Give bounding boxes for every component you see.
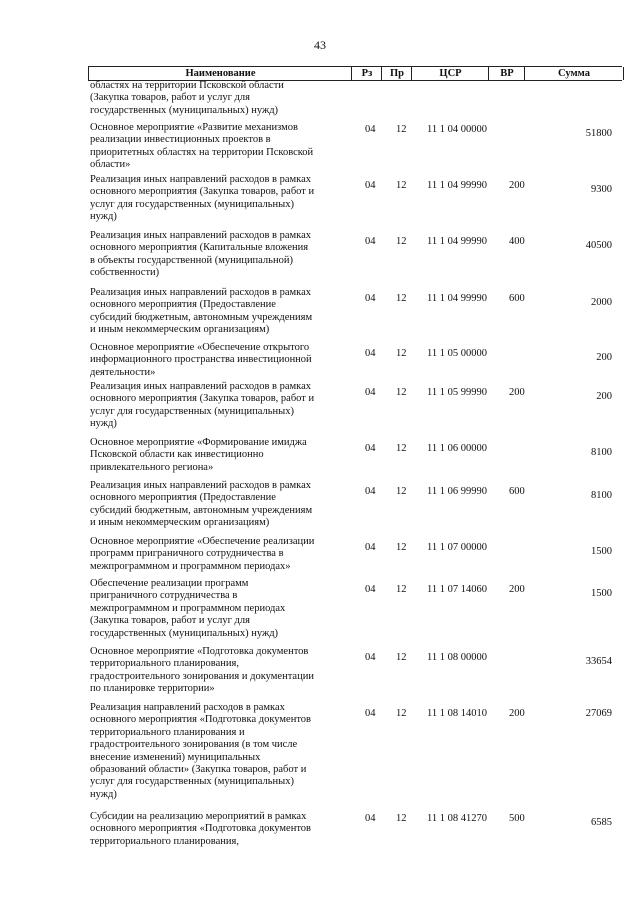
row-sum: 200	[596, 391, 612, 402]
row-name: областях на территории Псковской области (Закупка товаров, работ и услуг для государственных (муниципальных) нужд)	[90, 80, 284, 116]
row-csr: 11 1 06 00000	[427, 443, 487, 454]
row-name: Основное мероприятие «Обеспечение открытого информационного пространства инвестиционной деятельности»	[90, 342, 312, 378]
row-rz: 04	[365, 236, 376, 247]
row-csr: 11 1 08 00000	[427, 652, 487, 663]
row-pr: 12	[396, 708, 407, 719]
row-vr: 500	[509, 813, 525, 824]
row-rz: 04	[365, 652, 376, 663]
row-name: Основное мероприятие «Подготовка документов территориального планирования, градостроительного зонирования и документации по планировке территории»	[90, 646, 314, 695]
row-csr: 11 1 04 99990	[427, 293, 487, 304]
row-pr: 12	[396, 180, 407, 191]
header-pr: Пр	[381, 67, 412, 80]
row-name: Субсидии на реализацию мероприятий в рамках основного мероприятия «Подготовка документов территориального планирования,	[90, 811, 311, 847]
row-name: Реализация направлений расходов в рамках основного мероприятия «Подготовка документов территориального планирования и градостроительного зонирования (в том числе внесение изменений) муниципальных образований области» (Закупка товаров, работ и услуг для государственных (муниципальных) нужд)	[90, 702, 311, 800]
row-pr: 12	[396, 348, 407, 359]
row-vr: 200	[509, 387, 525, 398]
row-csr: 11 1 07 00000	[427, 542, 487, 553]
row-name: Основное мероприятие «Развитие механизмов реализации инвестиционных проектов в приоритетных областях на территории Псковской области»	[90, 122, 314, 171]
header-vr: ВР	[488, 67, 525, 80]
row-rz: 04	[365, 180, 376, 191]
row-csr: 11 1 06 99990	[427, 486, 487, 497]
row-pr: 12	[396, 486, 407, 497]
row-name: Реализация иных направлений расходов в рамках основного мероприятия (Предоставление субсидий бюджетным, автономным учреждениям и иным некоммерческим организациям)	[90, 287, 313, 336]
row-pr: 12	[396, 813, 407, 824]
row-sum: 8100	[591, 490, 612, 501]
row-sum: 200	[596, 352, 612, 363]
row-sum: 33654	[585, 656, 612, 667]
row-rz: 04	[365, 708, 376, 719]
row-name: Обеспечение реализации программ приграничного сотрудничества в межпрограммном и программном периодах (Закупка товаров, работ и услуг для государственных (муниципальных) нужд)	[90, 578, 286, 639]
row-rz: 04	[365, 584, 376, 595]
row-csr: 11 1 04 99990	[427, 236, 487, 247]
row-pr: 12	[396, 443, 407, 454]
header-sum: Сумма	[524, 67, 624, 80]
row-sum: 51800	[585, 128, 612, 139]
row-name: Реализация иных направлений расходов в рамках основного мероприятия (Капитальные вложения в объекты государственной (муниципальной) собственности)	[90, 230, 312, 279]
header-rz: Рз	[351, 67, 382, 80]
row-rz: 04	[365, 813, 376, 824]
row-pr: 12	[396, 584, 407, 595]
row-rz: 04	[365, 486, 376, 497]
row-csr: 11 1 07 14060	[427, 584, 487, 595]
row-vr: 600	[509, 293, 525, 304]
row-sum: 1500	[591, 546, 612, 557]
row-name: Основное мероприятие «Формирование имиджа Псковской области как инвестиционно привлекательного региона»	[90, 437, 307, 473]
row-sum: 27069	[585, 708, 612, 719]
row-vr: 200	[509, 180, 525, 191]
row-pr: 12	[396, 124, 407, 135]
row-name: Реализация иных направлений расходов в рамках основного мероприятия (Предоставление субсидий бюджетным, автономным учреждениям и иным некоммерческим организациям)	[90, 480, 313, 529]
row-name: Реализация иных направлений расходов в рамках основного мероприятия (Закупка товаров, работ и услуг для государственных (муниципальных) нужд)	[90, 174, 315, 223]
row-vr: 200	[509, 708, 525, 719]
row-sum: 2000	[591, 297, 612, 308]
row-pr: 12	[396, 542, 407, 553]
row-pr: 12	[396, 652, 407, 663]
row-rz: 04	[365, 293, 376, 304]
row-csr: 11 1 04 99990	[427, 180, 487, 191]
row-rz: 04	[365, 348, 376, 359]
row-sum: 1500	[591, 588, 612, 599]
row-rz: 04	[365, 542, 376, 553]
row-csr: 11 1 08 14010	[427, 708, 487, 719]
table-header	[88, 66, 622, 81]
row-pr: 12	[396, 293, 407, 304]
row-vr: 200	[509, 584, 525, 595]
row-rz: 04	[365, 124, 376, 135]
row-name: Реализация иных направлений расходов в рамках основного мероприятия (Закупка товаров, работ и услуг для государственных (муниципальных) нужд)	[90, 381, 315, 430]
row-csr: 11 1 05 00000	[427, 348, 487, 359]
row-pr: 12	[396, 236, 407, 247]
row-sum: 8100	[591, 447, 612, 458]
row-sum: 40500	[585, 240, 612, 251]
row-rz: 04	[365, 387, 376, 398]
row-sum: 9300	[591, 184, 612, 195]
row-csr: 11 1 08 41270	[427, 813, 487, 824]
row-rz: 04	[365, 443, 376, 454]
row-pr: 12	[396, 387, 407, 398]
header-csr: ЦСР	[411, 67, 489, 80]
row-sum: 6585	[591, 817, 612, 828]
row-csr: 11 1 05 99990	[427, 387, 487, 398]
row-vr: 600	[509, 486, 525, 497]
header-name: Наименование	[88, 67, 352, 80]
row-name: Основное мероприятие «Обеспечение реализации программ приграничного сотрудничества в межпрограммном и программном периодах»	[90, 536, 315, 572]
row-csr: 11 1 04 00000	[427, 124, 487, 135]
page-number: 43	[314, 38, 326, 52]
row-vr: 400	[509, 236, 525, 247]
